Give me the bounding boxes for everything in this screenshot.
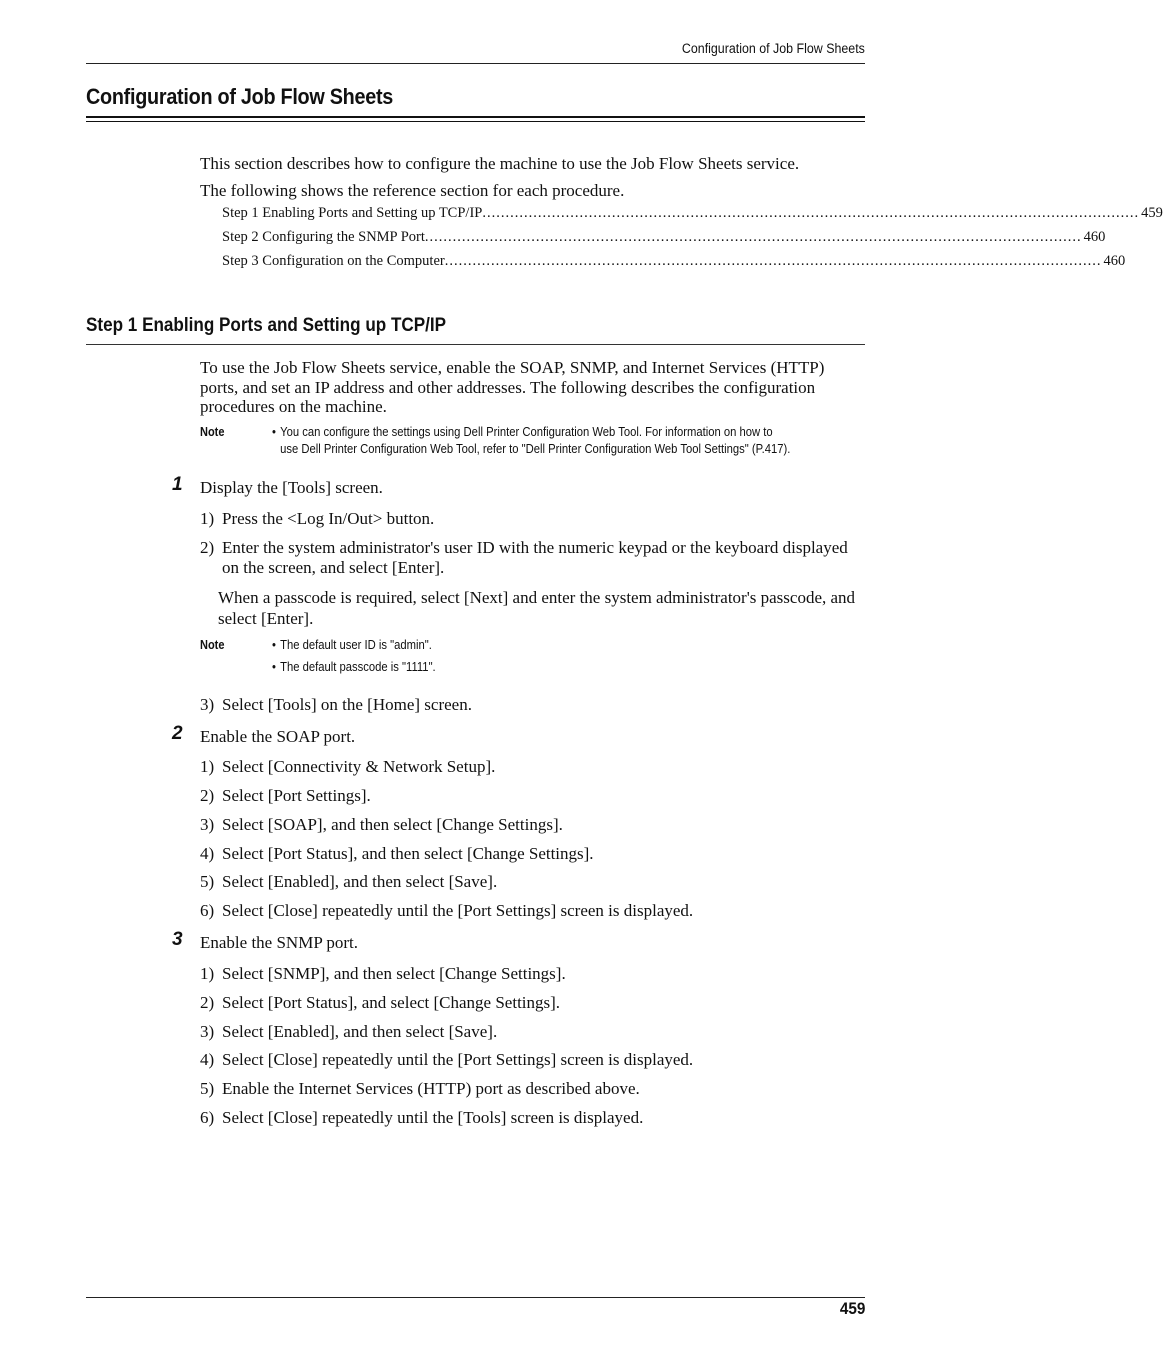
substep: 2) Select [Port Status], and select [Change Settings]. bbox=[200, 993, 561, 1012]
substep: 2) Select [Port Settings]. bbox=[200, 786, 371, 805]
substep: 3) Select [Enabled], and then select [Save]. bbox=[200, 1022, 498, 1041]
note-label: Note bbox=[200, 425, 225, 439]
header-rule bbox=[86, 63, 865, 64]
note-text bbox=[272, 637, 812, 676]
substep: 3) Select [Tools] on the [Home] screen. bbox=[200, 695, 472, 714]
title-rule-thin bbox=[86, 121, 865, 122]
section-rule bbox=[86, 344, 865, 345]
toc-leader: .............................................................................................................................................. bbox=[444, 253, 1102, 269]
substep: 3) Select [SOAP], and then select [Change Settings]. bbox=[200, 815, 563, 834]
substep: 4) Select [Port Status], and then select [Change Settings]. bbox=[200, 844, 594, 863]
note-line: use Dell Printer Configuration Web Tool, refer to "Dell Printer Configuration Web Tool Settings" (P.417). bbox=[280, 442, 791, 456]
substep-extra: When a passcode is required, select [Next] and enter the system administrator's passcode, and select [Enter]. bbox=[218, 588, 856, 628]
note-line: The default passcode is "1111". bbox=[280, 660, 436, 674]
note-line: The default user ID is "admin". bbox=[280, 638, 432, 652]
toc-label: Step 1 Enabling Ports and Setting up TCP/IP bbox=[222, 205, 483, 221]
toc-entry[interactable] bbox=[222, 253, 1126, 270]
substep: 5) Enable the Internet Services (HTTP) port as described above. bbox=[200, 1079, 640, 1098]
step-text: Enable the SNMP port. bbox=[200, 933, 359, 952]
running-header: Configuration of Job Flow Sheets bbox=[682, 41, 865, 56]
step-number: 2 bbox=[172, 723, 183, 744]
note-label: Note bbox=[200, 638, 225, 652]
substep: 1) Select [SNMP], and then select [Change Settings]. bbox=[200, 964, 566, 983]
toc-page: 460 bbox=[1103, 253, 1126, 269]
step-text: Enable the SOAP port. bbox=[200, 727, 356, 746]
toc-entry[interactable] bbox=[222, 229, 1106, 246]
substep: 6) Select [Close] repeatedly until the [Tools] screen is displayed. bbox=[200, 1108, 644, 1127]
step-number: 3 bbox=[172, 929, 183, 950]
toc-label: Step 3 Configuration on the Computer bbox=[222, 253, 445, 269]
substep: 6) Select [Close] repeatedly until the [Port Settings] screen is displayed. bbox=[200, 901, 694, 920]
substep: 1) Press the <Log In/Out> button. bbox=[200, 509, 435, 528]
section-body: To use the Job Flow Sheets service, enable the SOAP, SNMP, and Internet Services (HTTP) ports, and set an IP address and other addresses. The following describes the configuration procedures on the machine. bbox=[200, 358, 825, 416]
toc-leader: .............................................................................................................................................. bbox=[424, 229, 1082, 245]
step-number: 1 bbox=[172, 474, 183, 495]
toc-leader: .............................................................................................................................................. bbox=[482, 205, 1140, 221]
toc-entry[interactable] bbox=[222, 205, 1163, 222]
section-heading: Step 1 Enabling Ports and Setting up TCP/IP bbox=[86, 315, 447, 336]
substep: 2) Enter the system administrator's user ID with the numeric keypad or the keyboard displayed on the screen, and select [Enter]. bbox=[200, 538, 848, 577]
bullet-icon: • bbox=[272, 660, 276, 674]
toc-page: 460 bbox=[1083, 229, 1106, 245]
intro-paragraph: This section describes how to configure the machine to use the Job Flow Sheets service. bbox=[200, 154, 800, 173]
note-line: You can configure the settings using Dell Printer Configuration Web Tool. For information on how to bbox=[280, 425, 773, 439]
step-text: Display the [Tools] screen. bbox=[200, 478, 383, 497]
page-number: 459 bbox=[839, 1299, 865, 1318]
toc-page: 459 bbox=[1141, 205, 1163, 221]
title-rule bbox=[86, 116, 865, 118]
page-title: Configuration of Job Flow Sheets bbox=[86, 84, 394, 109]
substep: 5) Select [Enabled], and then select [Save]. bbox=[200, 872, 498, 891]
toc-label: Step 2 Configuring the SNMP Port bbox=[222, 229, 425, 245]
footer-rule bbox=[86, 1297, 865, 1298]
substep: 4) Select [Close] repeatedly until the [Port Settings] screen is displayed. bbox=[200, 1050, 694, 1069]
bullet-icon: • bbox=[272, 425, 276, 439]
bullet-icon: • bbox=[272, 638, 276, 652]
note-text bbox=[272, 424, 812, 458]
intro-paragraph: The following shows the reference section for each procedure. bbox=[200, 181, 625, 200]
substep: 1) Select [Connectivity & Network Setup]. bbox=[200, 757, 496, 776]
